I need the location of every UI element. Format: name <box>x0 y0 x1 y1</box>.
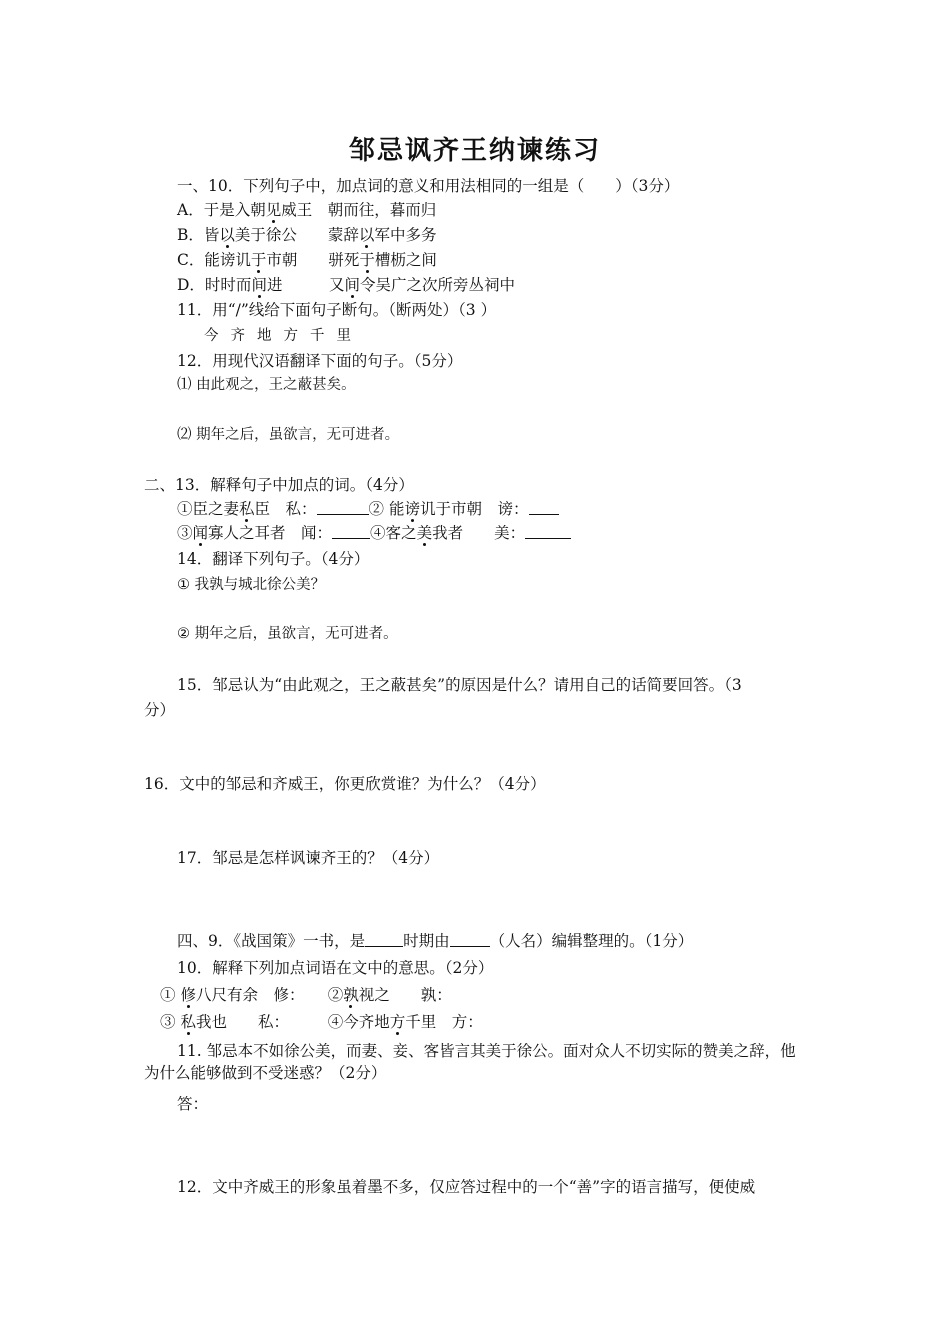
question-2-14: 14．翻译下列句子。（4分） <box>177 550 370 568</box>
question-2-13: 二、13．解释句子中加点的词。（4分） <box>144 476 414 494</box>
dotted-word: 以 <box>358 226 375 244</box>
dotted-word: 方 <box>389 1013 406 1031</box>
answer-blank[interactable] <box>317 499 369 515</box>
question-1-12: 12．用现代汉语翻译下面的句子。（5分） <box>177 352 463 370</box>
dotted-word: 修 <box>180 986 196 1004</box>
dotted-word: 私 <box>239 500 255 518</box>
translate-sentence-3: ① 我孰与城北徐公美？ <box>177 577 326 593</box>
answer-blank[interactable] <box>529 499 559 515</box>
translate-sentence-2: ⑵ 期年之后，虽欲言，无可进者。 <box>177 427 400 443</box>
question-4-12: 12．文中齐威王的形象虽着墨不多，仅应答过程中的一个“善”字的语言描写，便使威 <box>177 1178 756 1196</box>
dotted-word: 见 <box>265 201 282 219</box>
option-a: A．于是入朝见威王 朝而往，暮而归 <box>177 201 437 219</box>
question-1-10: 一、10．下列句子中，加点词的意义和用法相同的一组是（ ）（3分） <box>177 177 680 195</box>
page-title: 邹忌讽齐王纳谏练习 <box>348 136 601 166</box>
answer-label: 答： <box>177 1095 209 1113</box>
question-1-11: 11．用“/”线给下面句子断句。（断两处）（3 ） <box>177 301 497 319</box>
question-2-17: 17．邹忌是怎样讽谏齐王的？（4分） <box>177 849 440 867</box>
dotted-word: 于 <box>359 251 375 269</box>
question-4-10: 10．解释下列加点词语在文中的意思。（2分） <box>177 959 494 977</box>
answer-blank[interactable] <box>525 523 571 539</box>
translate-sentence-1: ⑴ 由此观之，王之蔽甚矣。 <box>177 377 356 393</box>
option-b: B．皆以美于徐公 蒙辞以军中多务 <box>177 226 437 244</box>
answer-blank[interactable] <box>365 931 403 947</box>
translate-sentence-4: ② 期年之后，虽欲言，无可进者。 <box>177 626 398 642</box>
answer-blank[interactable] <box>450 931 490 947</box>
answer-blank[interactable] <box>332 523 370 539</box>
dotted-word: 美 <box>416 524 433 542</box>
dotted-word: 以 <box>219 226 235 244</box>
question-4-11: 11. 邹忌本不如徐公美，而妻、妾、客皆言其美于徐公。面对众人不切实际的赞美之辞，他为什么能够做到不受迷惑？（2分） <box>144 1042 796 1082</box>
explain-row-4: ③ 私我也 私： ④今齐地方千里 方： <box>160 1013 483 1031</box>
dotted-word: 间 <box>344 276 360 294</box>
explain-row-1: ①臣之妻私臣 私： ② 能谤讥于市朝 谤： <box>177 498 559 520</box>
question-2-15-end: 分） <box>144 701 176 719</box>
explain-row-3: ① 修八尺有余 修： ②孰视之 孰： <box>160 986 452 1004</box>
question-2-16: 16．文中的邹忌和齐威王，你更欣赏谁？为什么？（4分） <box>144 775 546 793</box>
dotted-word: 谤 <box>404 500 420 518</box>
dotted-word: 闻 <box>192 524 209 542</box>
option-c: C．能谤讥于市朝 骈死于槽枥之间 <box>177 251 437 269</box>
dotted-word: 私 <box>180 1013 196 1031</box>
dotted-word: 孰 <box>343 986 359 1004</box>
question-4-9: 四、9．《战国策》一书，是 时期由 （人名）编辑整理的。（1分） <box>177 932 694 950</box>
dotted-word: 于 <box>250 251 267 269</box>
explain-row-2: ③闻寡人之耳者 闻： ④客之美我者 美： <box>177 522 571 544</box>
option-d: D．时时而间进 又间令吴广之次所旁丛祠中 <box>177 276 515 294</box>
punctuation-sentence: 今齐地方千里 <box>204 328 363 344</box>
question-2-15: 15．邹忌认为“由此观之，王之蔽甚矣”的原因是什么？请用自己的话简要回答。（3 <box>177 676 742 694</box>
dotted-word: 间 <box>251 276 267 294</box>
